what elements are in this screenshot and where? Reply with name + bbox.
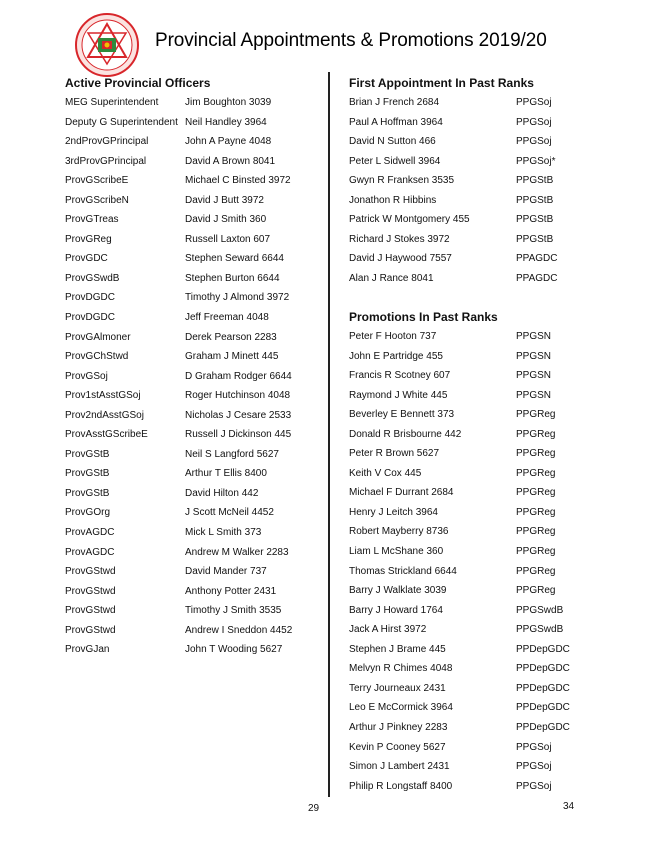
office-title: ProvAsstGScribeE xyxy=(65,429,148,441)
promotion-row xyxy=(349,503,639,523)
member-name: Michael F Durrant 2684 xyxy=(349,487,454,499)
promotion-row xyxy=(349,464,639,484)
past-rank: PPGSoj xyxy=(516,97,552,108)
promotions-heading: Promotions In Past Ranks xyxy=(349,310,498,325)
officer-name: Russell J Dickinson 445 xyxy=(185,429,292,441)
promotion-row xyxy=(349,425,639,445)
officer-name: Andrew M Walker 2283 xyxy=(185,546,289,558)
officer-name: Michael C Binsted 3972 xyxy=(185,175,291,187)
promotion-row xyxy=(349,640,639,660)
office-title: ProvGStwd xyxy=(65,605,116,617)
past-rank: PPGSN xyxy=(516,370,552,382)
office-title: ProvGScribeE xyxy=(65,175,129,187)
officer-row xyxy=(65,269,325,289)
appointment-row xyxy=(349,93,639,113)
past-rank: PPGStB xyxy=(516,175,554,187)
past-ranks-section xyxy=(349,74,639,796)
appointment-row xyxy=(349,269,639,289)
promotion-row xyxy=(349,581,639,601)
office-title: ProvGStB xyxy=(65,448,110,460)
officer-row xyxy=(65,406,325,426)
officer-name: Timothy J Smith 3535 xyxy=(185,605,282,617)
officer-name: Jeff Freeman 4048 xyxy=(185,312,269,324)
member-name: Thomas Strickland 6644 xyxy=(349,565,457,577)
office-title: ProvGTreas xyxy=(65,214,119,226)
member-name: Melvyn R Chimes 4048 xyxy=(349,663,453,675)
promotion-row xyxy=(349,601,639,621)
appointment-row xyxy=(349,152,639,172)
active-officers-section xyxy=(65,74,325,660)
officer-name: David Mander 737 xyxy=(185,566,267,578)
member-name: Peter F Hooton 737 xyxy=(349,331,437,343)
appointment-row xyxy=(349,191,639,211)
officer-name: Anthony Potter 2431 xyxy=(185,585,277,597)
member-name: Barry J Howard 1764 xyxy=(349,604,443,616)
office-title: ProvDGDC xyxy=(65,292,116,304)
past-rank: PPGSwdB xyxy=(516,604,564,616)
officer-name: John T Wooding 5627 xyxy=(185,644,283,656)
officer-name: David J Smith 360 xyxy=(185,214,267,226)
officer-row xyxy=(65,640,325,660)
first-appointment-heading: First Appointment In Past Ranks xyxy=(349,76,534,90)
office-title: ProvGDC xyxy=(65,253,108,265)
page-title: Provincial Appointments & Promotions 2019/20 xyxy=(155,30,547,51)
officer-row xyxy=(65,484,325,504)
past-rank: PPGSoj xyxy=(516,761,552,773)
officer-name: Graham J Minett 445 xyxy=(185,351,279,363)
member-name: Peter L Sidwell 3964 xyxy=(349,155,441,167)
promotion-row xyxy=(349,659,639,679)
officer-row xyxy=(65,249,325,269)
officer-row xyxy=(65,582,325,602)
officer-name: John A Payne 4048 xyxy=(185,136,272,148)
past-rank: PPGReg xyxy=(516,526,556,538)
past-rank: PPGSN xyxy=(516,350,552,362)
past-rank: PPGReg xyxy=(516,487,556,499)
officer-name: Timothy J Almond 3972 xyxy=(185,292,290,304)
member-name: Brian J French 2684 xyxy=(349,97,440,108)
past-rank: PPDepGDC xyxy=(516,721,570,733)
member-name: Kevin P Cooney 5627 xyxy=(349,741,446,753)
member-name: Richard J Stokes 3972 xyxy=(349,233,450,245)
past-rank: PPGReg xyxy=(516,428,556,440)
officer-name: D Graham Rodger 6644 xyxy=(185,370,292,382)
past-rank: PPDepGDC xyxy=(516,663,570,675)
promotion-row xyxy=(349,698,639,718)
officer-row xyxy=(65,621,325,641)
past-rank: PPGStB xyxy=(516,214,554,226)
promotion-row xyxy=(349,522,639,542)
member-name: John E Partridge 455 xyxy=(349,350,443,362)
office-title: ProvGStwd xyxy=(65,624,116,636)
promotion-row xyxy=(349,718,639,738)
officer-row xyxy=(65,328,325,348)
first-appointment-list xyxy=(349,93,639,288)
member-name: Paul A Hoffman 3964 xyxy=(349,116,443,128)
officer-name: David J Butt 3972 xyxy=(185,194,264,206)
past-rank: PPGSN xyxy=(516,331,552,343)
past-rank: PPGStB xyxy=(516,194,554,206)
promotion-row xyxy=(349,444,639,464)
officer-name: David A Brown 8041 xyxy=(185,155,276,167)
office-title: MEG Superintendent xyxy=(65,97,159,108)
past-rank: PPDepGDC xyxy=(516,682,570,694)
member-name: Raymond J White 445 xyxy=(349,389,448,401)
promotions-list xyxy=(349,327,639,796)
officer-name: Mick L Smith 373 xyxy=(185,527,262,539)
officer-name: Stephen Seward 6644 xyxy=(185,253,284,265)
member-name: Stephen J Brame 445 xyxy=(349,643,446,655)
appointment-row xyxy=(349,132,639,152)
past-rank: PPGReg xyxy=(516,506,556,518)
promotion-row xyxy=(349,777,639,797)
member-name: Gwyn R Franksen 3535 xyxy=(349,175,455,187)
member-name: Liam L McShane 360 xyxy=(349,546,444,558)
officer-row xyxy=(65,347,325,367)
past-rank: PPGReg xyxy=(516,565,556,577)
promotion-row xyxy=(349,405,639,425)
past-rank: PPDepGDC xyxy=(516,643,570,655)
officer-name: Nicholas J Cesare 2533 xyxy=(185,409,292,421)
office-title: ProvGScribeN xyxy=(65,194,129,206)
officer-row xyxy=(65,230,325,250)
office-title: 3rdProvGPrincipal xyxy=(65,155,147,167)
past-rank: PPGSoj* xyxy=(516,155,556,167)
promotion-row xyxy=(349,738,639,758)
page-number-left: 29 xyxy=(308,803,320,814)
office-title: ProvAGDC xyxy=(65,527,115,539)
appointment-row xyxy=(349,171,639,191)
past-rank: PPGStB xyxy=(516,233,554,245)
promotion-row xyxy=(349,562,639,582)
past-rank: PPGSoj xyxy=(516,780,552,792)
officer-row xyxy=(65,523,325,543)
officer-name: Andrew I Sneddon 4452 xyxy=(185,624,293,636)
promotion-row xyxy=(349,366,639,386)
appointment-row xyxy=(349,230,639,250)
officer-row xyxy=(65,445,325,465)
member-name: Patrick W Montgomery 455 xyxy=(349,214,470,226)
promotion-row xyxy=(349,757,639,777)
officer-row xyxy=(65,93,325,113)
member-name: Simon J Lambert 2431 xyxy=(349,761,450,773)
officer-row xyxy=(65,543,325,563)
promotion-row xyxy=(349,386,639,406)
provincial-crest-logo xyxy=(74,12,140,78)
appointment-row xyxy=(349,113,639,133)
member-name: Terry Journeaux 2431 xyxy=(349,682,446,694)
member-name: Henry J Leitch 3964 xyxy=(349,506,438,518)
past-rank: PPGSoj xyxy=(516,741,552,753)
past-rank: PPGReg xyxy=(516,448,556,460)
page-number-right: 34 xyxy=(563,801,575,812)
member-name: Peter R Brown 5627 xyxy=(349,448,440,460)
member-name: Arthur J Pinkney 2283 xyxy=(349,721,448,733)
office-title: ProvAGDC xyxy=(65,546,115,558)
officer-row xyxy=(65,113,325,133)
officer-name: Derek Pearson 2283 xyxy=(185,331,277,343)
past-rank: PPGReg xyxy=(516,585,556,597)
member-name: Robert Mayberry 8736 xyxy=(349,526,449,538)
promotion-row xyxy=(349,542,639,562)
past-rank: PPGReg xyxy=(516,409,556,421)
officer-name: Arthur T Ellis 8400 xyxy=(185,468,267,480)
promotion-row xyxy=(349,679,639,699)
past-rank: PPGSoj xyxy=(516,116,552,128)
past-rank: PPGSN xyxy=(516,389,552,401)
member-name: Beverley E Bennett 373 xyxy=(349,409,455,421)
promotion-row xyxy=(349,483,639,503)
appointment-row xyxy=(349,210,639,230)
member-name: David N Sutton 466 xyxy=(349,136,436,148)
member-name: Keith V Cox 445 xyxy=(349,467,422,479)
office-title: ProvGOrg xyxy=(65,507,111,519)
officer-row xyxy=(65,171,325,191)
office-title: ProvGStwd xyxy=(65,566,116,578)
past-rank: PPGReg xyxy=(516,546,556,558)
officer-name: Neil Handley 3964 xyxy=(185,116,267,128)
officer-row xyxy=(65,386,325,406)
column-divider xyxy=(328,72,330,797)
office-title: ProvGReg xyxy=(65,233,112,245)
officer-name: Jim Boughton 3039 xyxy=(185,97,272,108)
officer-row xyxy=(65,191,325,211)
office-title: ProvGSoj xyxy=(65,370,108,382)
officer-row xyxy=(65,308,325,328)
officer-name: J Scott McNeil 4452 xyxy=(185,507,274,519)
office-title: Deputy G Superintendent xyxy=(65,116,178,128)
past-rank: PPAGDC xyxy=(516,253,558,265)
office-title: ProvGAlmoner xyxy=(65,331,131,343)
officer-row xyxy=(65,132,325,152)
officer-row xyxy=(65,601,325,621)
officer-row xyxy=(65,288,325,308)
office-title: ProvGJan xyxy=(65,644,110,656)
officer-row xyxy=(65,562,325,582)
past-rank: PPGReg xyxy=(516,467,556,479)
officer-name: David Hilton 442 xyxy=(185,487,259,499)
office-title: Prov2ndAsstGSoj xyxy=(65,409,144,421)
officer-row xyxy=(65,503,325,523)
officer-name: Roger Hutchinson 4048 xyxy=(185,390,291,402)
past-rank: PPDepGDC xyxy=(516,702,570,714)
office-title: ProvGStB xyxy=(65,468,110,480)
member-name: Jonathon R Hibbins xyxy=(349,194,437,206)
past-rank: PPGSwdB xyxy=(516,624,564,636)
office-title: Prov1stAsstGSoj xyxy=(65,390,141,402)
appointment-row xyxy=(349,249,639,269)
officer-row xyxy=(65,425,325,445)
officer-name: Russell Laxton 607 xyxy=(185,233,271,245)
member-name: David J Haywood 7557 xyxy=(349,253,452,265)
office-title: ProvGStwd xyxy=(65,585,116,597)
member-name: Donald R Brisbourne 442 xyxy=(349,428,462,440)
active-officers-heading: Active Provincial Officers xyxy=(65,76,211,90)
member-name: Leo E McCormick 3964 xyxy=(349,702,453,714)
member-name: Alan J Rance 8041 xyxy=(349,272,434,284)
member-name: Philip R Longstaff 8400 xyxy=(349,780,453,792)
member-name: Jack A Hirst 3972 xyxy=(349,624,427,636)
past-rank: PPGSoj xyxy=(516,136,552,148)
officer-name: Stephen Burton 6644 xyxy=(185,272,280,284)
officer-row xyxy=(65,464,325,484)
officer-row xyxy=(65,152,325,172)
office-title: 2ndProvGPrincipal xyxy=(65,136,149,148)
office-title: ProvGSwdB xyxy=(65,272,120,284)
office-title: ProvGStB xyxy=(65,487,110,499)
member-name: Barry J Walklate 3039 xyxy=(349,585,447,597)
officer-name: Neil S Langford 5627 xyxy=(185,448,279,460)
past-rank: PPAGDC xyxy=(516,272,558,284)
officer-row xyxy=(65,210,325,230)
promotion-row xyxy=(349,347,639,367)
active-officers-list xyxy=(65,93,325,660)
member-name: Francis R Scotney 607 xyxy=(349,370,451,382)
promotion-row xyxy=(349,327,639,347)
office-title: ProvDGDC xyxy=(65,312,116,324)
officer-row xyxy=(65,367,325,387)
promotion-row xyxy=(349,620,639,640)
office-title: ProvGChStwd xyxy=(65,351,129,363)
